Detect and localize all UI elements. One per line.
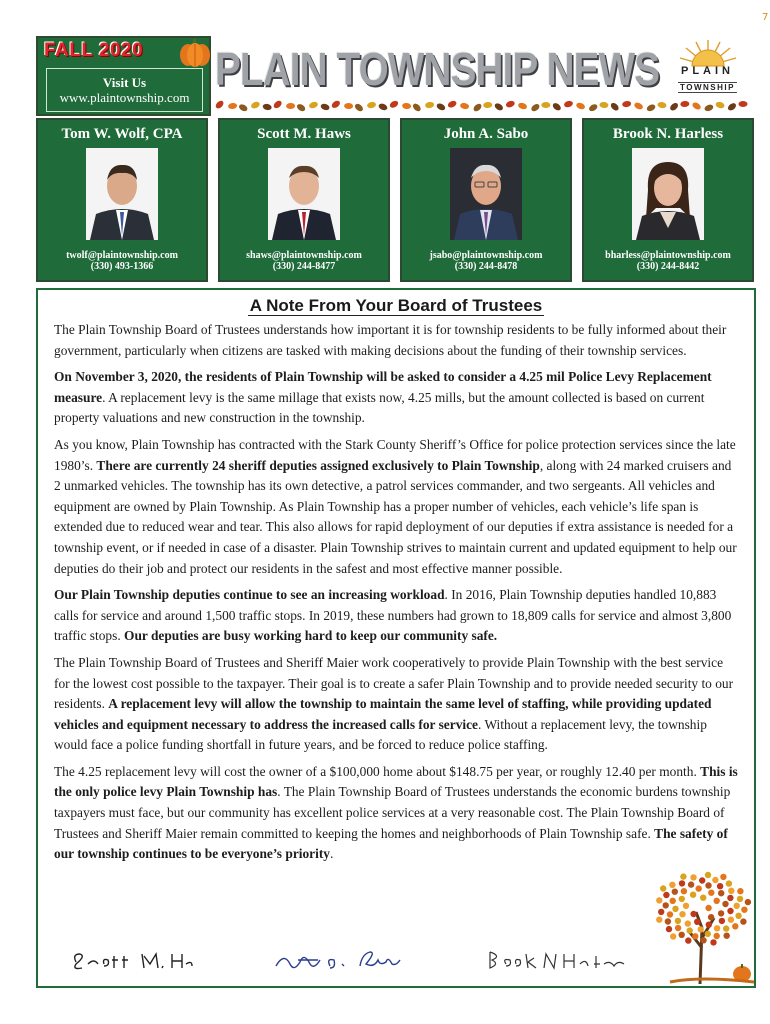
masthead-title: PLAIN TOWNSHIP NEWS (215, 43, 660, 95)
leaf-decoration (308, 101, 318, 110)
trustee-card (218, 118, 390, 282)
trustee-card (582, 118, 754, 282)
leaf-decoration (460, 102, 470, 110)
trustee-email[interactable]: twolf@plaintownship.com (66, 250, 178, 261)
trustee-name: Brook N. Harless (612, 126, 724, 142)
logo-name: PLAIN (681, 65, 734, 77)
leaf-decoration (389, 99, 400, 109)
leaf-decoration (411, 102, 422, 113)
trustee-contact (38, 250, 206, 272)
tree-leaf (714, 933, 720, 939)
pumpkin-icon (178, 38, 212, 68)
tree-leaf (700, 895, 706, 901)
tree-leaf (734, 903, 740, 909)
leaf-decoration (402, 102, 412, 109)
leaf-decoration (330, 99, 341, 109)
trustee-phone: (330) 244-8442 (636, 261, 700, 272)
paragraph-cost (54, 762, 740, 865)
visit-label: Visit Us (102, 75, 147, 90)
tree-leaf (690, 892, 696, 898)
tree-leaf (720, 874, 726, 880)
p6-text-b: . The Plain Township Board of Trustees understands the economic burdens township taxpayers must face, but our community has excellent police services at a very reasonable cost. The Plain Township Board of Trustees and Sheriff Maier remain committed to keeping the homes and neighborhoods of Plain Township safe. (54, 784, 731, 841)
tree-leaf (666, 926, 672, 932)
tree-leaf (696, 885, 702, 891)
trustee-phone: (330) 493-1366 (90, 261, 154, 272)
leaf-decoration (472, 102, 483, 112)
p3-text-a: As you know, Plain Township has contracted with the Stark County Sheriff’s Office for police protection services since the late 1980’s. (54, 436, 736, 473)
leaf-decoration (250, 101, 261, 110)
tree-leaf (692, 933, 698, 939)
season-label: FALL 2020 (44, 40, 144, 61)
p5-text-a: The Plain Township Board of Trustees and Sheriff Maier work cooperatively to provide Plain Township with the best service for the lowest cost possible to the taxpayer. Their goal is to create a safer Plain Township and to provide needed security to our residents. (54, 654, 734, 712)
leaf-decoration (483, 102, 492, 109)
trustee-email[interactable]: shaws@plaintownship.com (246, 250, 362, 261)
p2-bold: On November 3, 2020, the residents of Plain Township will be asked to consider a 4.25 mil Police Levy Replacement measure (54, 369, 712, 405)
trustee-photo (450, 148, 522, 240)
leaf-decoration (436, 102, 447, 112)
p5-text-b: . Without a replacement levy, the township would face a police funding shortfall in future years, and be forced to reduce police staffing. (54, 716, 707, 753)
tree-leaf (660, 885, 666, 891)
leaf-decoration (588, 103, 599, 113)
leaf-decoration (575, 102, 586, 111)
leaf-decoration (657, 101, 667, 109)
tree-leaf (718, 910, 724, 916)
p6-bold: This is the only police levy Plain Township has (54, 763, 738, 800)
tree-leaf (698, 926, 704, 932)
leaf-decoration (493, 102, 504, 112)
tree-leaf (727, 895, 733, 901)
trustee-cards (36, 118, 756, 282)
tree-leaf (705, 931, 711, 937)
paragraph-levy (54, 367, 740, 429)
tree-leaf (726, 880, 732, 886)
leaf-decoration (505, 100, 516, 109)
trustee-name: Tom W. Wolf, CPA (61, 126, 183, 142)
tree-leaf (718, 890, 724, 896)
p1-text: The Plain Township Board of Trustees understands how important it is for township residents to be fully informed about their government, particularly when citizens are tasked with making decisions about the funding of their township services. (54, 322, 727, 358)
tree-leaf (740, 918, 746, 924)
tree-leaf (658, 909, 664, 915)
paragraph-cooperation (54, 653, 740, 756)
trustee-contact (220, 250, 388, 272)
p4-bold-2: Our deputies are busy working hard to keep our community safe. (124, 628, 498, 644)
leaf-decoration (286, 103, 295, 109)
logo-subtitle: TOWNSHIP (680, 83, 735, 92)
leaf-decoration (541, 102, 550, 108)
p2-text: . A replacement levy is the same millage that exists now, 4.25 mills, but the amount collected is based on current property valuations and new construction in the township. (54, 389, 705, 426)
tree-leaf (679, 880, 685, 886)
signature-harless (484, 942, 634, 978)
autumn-tree-illustration (650, 868, 756, 986)
tree-leaf (706, 922, 712, 928)
trustee-name: Scott M. Haws (257, 126, 351, 142)
paragraph-intro (54, 320, 740, 361)
tree-leaf (679, 911, 685, 917)
tree-leaf (714, 925, 720, 931)
tree-leaf (728, 888, 734, 894)
trustee-signatures (38, 942, 658, 982)
tree-leaf (719, 918, 725, 924)
leaf-decoration (563, 100, 573, 108)
leaf-decoration (715, 101, 725, 109)
tree-leaf (679, 932, 685, 938)
tree-leaf (669, 882, 675, 888)
signature-sabo (270, 942, 430, 978)
tree-leaf (675, 918, 681, 924)
tree-leaf (681, 888, 687, 894)
p6-end: . (330, 846, 334, 862)
leaf-decoration (669, 102, 680, 112)
tree-leaf (735, 913, 741, 919)
tree-leaf (708, 914, 714, 920)
trustee-email[interactable]: bharless@plaintownship.com (605, 250, 731, 261)
tree-leaf (708, 890, 714, 896)
p5-bold: A replacement levy will allow the township to maintain the same level of staffing, while providing updated vehicles and equipment necessary to address the increased calls for service (54, 696, 712, 732)
tree-leaf (722, 901, 728, 907)
visit-box (46, 68, 203, 112)
tree-leaf (741, 907, 747, 913)
leaf-decoration (228, 102, 238, 109)
tree-leaf (723, 925, 729, 931)
tree-leaf (667, 911, 673, 917)
tree-leaf (699, 877, 705, 883)
tree-leaf (685, 920, 691, 926)
signature-haws (68, 942, 198, 978)
trustee-name: John A. Sabo (443, 126, 529, 142)
leaf-decoration (447, 100, 458, 109)
tree-leaf (705, 882, 711, 888)
p4-text: . In 2016, Plain Township deputies handled 10,883 calls for service and around 1,500 traffic stops. In 2019, these numbers had grown to 18,809 calls for service and almost 3,800 traffic stops. (54, 587, 732, 644)
paragraph-contract (54, 435, 740, 579)
leaf-decoration (530, 103, 541, 113)
trustee-contact (402, 250, 570, 272)
trustee-photo (86, 148, 158, 240)
leaf-decoration (272, 99, 283, 109)
tree-leaf (672, 906, 678, 912)
leaf-decoration (633, 101, 644, 110)
p3-bold: There are currently 24 sheriff deputies assigned exclusively to Plain Township (96, 457, 540, 473)
township-logo (660, 38, 755, 98)
leaf-decoration (366, 101, 376, 109)
autumn-leaf-border (215, 96, 755, 116)
p4-bold: Our Plain Township deputies continue to see an increasing workload (54, 587, 445, 603)
leaf-decoration (704, 103, 715, 112)
leaf-decoration (320, 103, 330, 111)
tree-leaf (690, 911, 696, 917)
tree-leaf (724, 933, 730, 939)
season-box (36, 36, 211, 116)
sunrise-logo-icon (678, 38, 738, 68)
leaf-decoration (646, 103, 657, 112)
leaf-decoration (344, 103, 353, 109)
tree-leaf (656, 897, 662, 903)
corner-mark: 7 (762, 12, 769, 23)
tree-leaf (694, 919, 700, 925)
leaf-decoration (680, 101, 689, 108)
tree-leaf (675, 925, 681, 931)
leaf-decoration (215, 99, 225, 110)
leaf-decoration (296, 103, 307, 113)
tree-leaf (663, 902, 669, 908)
trustee-contact (584, 250, 752, 272)
leaf-decoration (551, 102, 562, 112)
article-headline-text: A Note From Your Board of Trustees (249, 296, 543, 315)
p6-text-a: The 4.25 replacement levy will cost the owner of a $100,000 home about $148.75 per year, or roughly 12.40 per month. (54, 763, 701, 779)
tree-leaf (745, 899, 751, 905)
leaf-decoration (517, 102, 527, 110)
article-headline (38, 296, 754, 316)
tree-leaf (700, 937, 706, 943)
leaf-decoration (238, 103, 249, 113)
tree-leaf (672, 889, 678, 895)
trustee-phone: (330) 244-8477 (272, 261, 336, 272)
trustees-note-article (36, 288, 756, 988)
leaf-decoration (622, 100, 632, 107)
tree-leaf (717, 883, 723, 889)
leaf-decoration (262, 103, 272, 111)
tree-leaf (663, 892, 669, 898)
leaf-decoration (609, 101, 620, 112)
tree-leaf (670, 898, 676, 904)
tree-leaf (728, 917, 734, 923)
tree-leaf (680, 873, 686, 879)
tree-leaf (688, 881, 694, 887)
leaf-decoration (691, 101, 702, 111)
leaf-decoration (354, 102, 365, 112)
trustee-phone: (330) 244-8478 (454, 261, 518, 272)
tree-leaf (710, 939, 716, 945)
tree-leaf (670, 933, 676, 939)
leaf-decoration (425, 101, 435, 108)
tree-leaf (656, 917, 662, 923)
website-link[interactable]: www.plaintownship.com (59, 90, 190, 105)
tree-leaf (665, 918, 671, 924)
trustee-card (400, 118, 572, 282)
tree-leaf (705, 905, 711, 911)
trustee-card (36, 118, 208, 282)
tree-leaf (683, 903, 689, 909)
tree-leaf (690, 874, 696, 880)
trustee-photo (632, 148, 704, 240)
tree-leaf (737, 896, 743, 902)
tree-leaf (679, 896, 685, 902)
trustee-photo (268, 148, 340, 240)
tree-leaf (687, 927, 693, 933)
tree-leaf (714, 898, 720, 904)
tree-leaf (727, 908, 733, 914)
paragraph-workload (54, 585, 740, 647)
p6-bold-2: The safety of our township continues to be everyone’s priority (54, 825, 728, 862)
article-body (54, 320, 740, 871)
trustee-email[interactable]: jsabo@plaintownship.com (429, 250, 543, 261)
tree-leaf (712, 877, 718, 883)
tree-leaf (705, 872, 711, 878)
tree-leaf (737, 888, 743, 894)
leaf-decoration (739, 101, 748, 107)
p3-text-b: , along with 24 marked cruisers and 2 unmarked vehicles. The township has its own detective, a patrol services commander, and two sergeants. All vehicles and equipment are owned by Plain Township. As Plain Township has a proper number of vehicles, each vehicle’s life span is extended due to reduced wear and tear. This also allows for rapid deployment of our deputies if extra assistance is needed for a township event, or if needed in case of a disaster. Plain Township strives to maintain current and updated equipment to help our deputies do their job and protect our residents in the safest and most effective manner possible. (54, 457, 737, 576)
tree-leaf (685, 937, 691, 943)
leaf-decoration (599, 102, 609, 109)
leaf-decoration (378, 102, 389, 111)
tree-leaf (732, 923, 738, 929)
leaf-decoration (727, 102, 738, 112)
